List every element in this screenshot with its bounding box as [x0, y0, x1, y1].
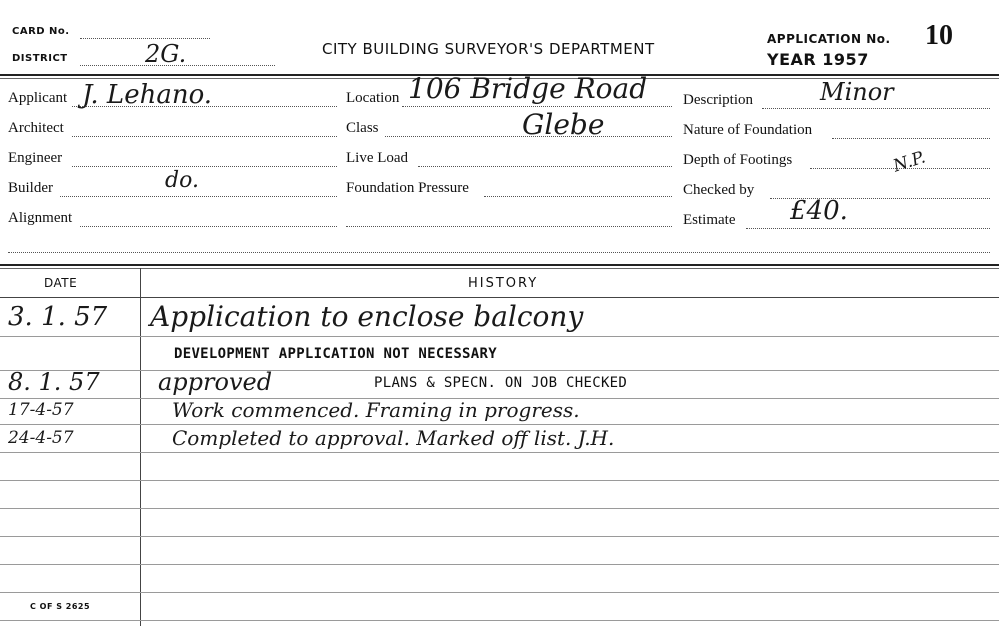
history-top-border-thin — [0, 268, 999, 269]
history-row-entry: Completed to approval. Marked off list. J.H. — [172, 426, 615, 450]
fields-bottom-line — [8, 252, 990, 253]
development-stamp: DEVELOPMENT APPLICATION NOT NECESSARY — [174, 346, 497, 362]
description-value: Minor — [820, 78, 894, 106]
foundation-pressure-label: Foundation Pressure — [346, 180, 469, 196]
history-row-entry: Work commenced. Framing in progress. — [172, 398, 580, 422]
ruled-line — [0, 480, 999, 481]
estimate-line — [746, 228, 990, 229]
depth-of-footings-value: N.P. — [890, 147, 928, 177]
history-row-entry: Application to enclose balcony — [150, 300, 584, 333]
history-top-border — [0, 264, 999, 266]
builder-value: do. — [165, 168, 199, 193]
district-label: DISTRICT — [12, 53, 68, 64]
application-no-label: APPLICATION No. — [767, 32, 891, 46]
checked-by-label: Checked by — [683, 182, 755, 198]
live-load-label: Live Load — [346, 150, 409, 166]
architect-label: Architect — [8, 120, 64, 136]
description-label: Description — [683, 92, 753, 108]
ruled-line — [0, 564, 999, 565]
architect-line — [72, 136, 337, 137]
estimate-label: Estimate — [683, 212, 736, 228]
date-column-divider — [140, 268, 141, 626]
alignment-line-2 — [346, 226, 672, 227]
card-no-line — [80, 38, 210, 39]
alignment-line — [80, 226, 337, 227]
plans-checked-stamp: PLANS & SPECN. ON JOB CHECKED — [374, 375, 628, 391]
applicant-label: Applicant — [8, 90, 68, 106]
history-row-date: 17-4-57 — [8, 400, 74, 420]
district-value: 2G. — [145, 40, 187, 68]
department-title: CITY BUILDING SURVEYOR'S DEPARTMENT — [322, 40, 655, 58]
ruled-line — [0, 424, 999, 425]
estimate-value: £40. — [790, 196, 848, 226]
year-label: YEAR 1957 — [767, 50, 869, 69]
builder-label: Builder — [8, 180, 53, 196]
location-value-2: Glebe — [522, 108, 605, 141]
builder-line — [60, 196, 337, 197]
form-code: C OF S 2625 — [30, 602, 91, 611]
alignment-label: Alignment — [8, 210, 73, 226]
depth-of-footings-label: Depth of Footings — [683, 152, 793, 168]
history-row-entry: approved — [158, 368, 273, 396]
ruled-line — [0, 536, 999, 537]
ruled-line — [0, 370, 999, 371]
ruled-line — [0, 620, 999, 621]
card-no-label: CARD No. — [12, 26, 70, 37]
header-row-divider — [0, 297, 999, 298]
ruled-line — [0, 336, 999, 337]
ruled-line — [0, 452, 999, 453]
class-label: Class — [346, 120, 379, 136]
location-label: Location — [346, 90, 400, 106]
history-row-date: 3. 1. 57 — [8, 302, 108, 332]
nature-of-foundation-line — [832, 138, 990, 139]
ruled-line — [0, 592, 999, 593]
description-line — [762, 108, 990, 109]
live-load-line — [418, 166, 672, 167]
location-line — [402, 106, 672, 107]
history-column-header: HISTORY — [468, 276, 539, 291]
history-row-date: 24-4-57 — [8, 428, 74, 448]
applicant-value: J. Lehano. — [82, 80, 213, 110]
application-no-value: 10 — [925, 20, 953, 51]
location-value: 106 Bridge Road — [408, 72, 648, 105]
engineer-line — [72, 166, 337, 167]
engineer-label: Engineer — [8, 150, 63, 166]
history-row-date: 8. 1. 57 — [8, 368, 100, 396]
date-column-header: DATE — [44, 276, 78, 290]
foundation-pressure-line — [484, 196, 672, 197]
ruled-line — [0, 508, 999, 509]
nature-of-foundation-label: Nature of Foundation — [683, 122, 813, 138]
